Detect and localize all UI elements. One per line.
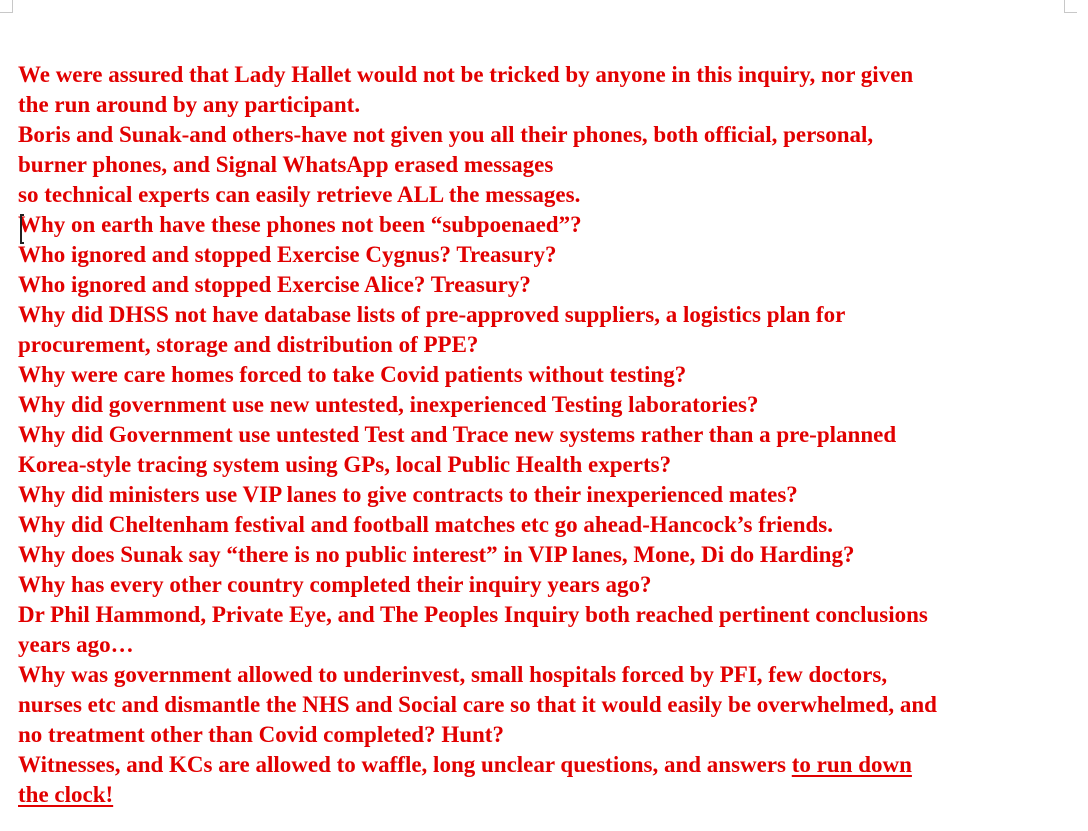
- text-line: Why were care homes forced to take Covid patients without testing?: [18, 362, 687, 387]
- text-line: Dr Phil Hammond, Private Eye, and The Peoples Inquiry both reached pertinent conclusions: [18, 602, 928, 627]
- text-line: Why did ministers use VIP lanes to give contracts to their inexperienced mates?: [18, 482, 798, 507]
- page-corner-mark-left: [0, 0, 13, 13]
- text-line-last: [18, 750, 1084, 780]
- text-line: procurement, storage and distribution of PPE?: [18, 332, 479, 357]
- underlined-text: to run down: [791, 752, 912, 777]
- text-line: Who ignored and stopped Exercise Alice? Treasury?: [18, 272, 531, 297]
- text-line: Korea-style tracing system using GPs, local Public Health experts?: [18, 452, 672, 477]
- text-line: We were assured that Lady Hallet would not be tricked by anyone in this inquiry, nor given: [18, 62, 914, 87]
- text-line: Why did DHSS not have database lists of pre-approved suppliers, a logistics plan for: [18, 302, 846, 327]
- text-line: no treatment other than Covid completed? Hunt?: [18, 722, 504, 747]
- text-line-final: [18, 780, 1084, 810]
- text-line: Why has every other country completed their inquiry years ago?: [18, 572, 652, 597]
- text-line: nurses etc and dismantle the NHS and Social care so that it would easily be overwhelmed, and: [18, 692, 937, 717]
- text-line: the run around by any participant.: [18, 92, 361, 117]
- underlined-text-final: the clock!: [18, 782, 114, 807]
- text-line: Why does Sunak say “there is no public interest” in VIP lanes, Mone, Di do Harding?: [18, 542, 855, 567]
- text-line: Why was government allowed to underinvest, small hospitals forced by PFI, few doctors,: [18, 662, 888, 687]
- text-line: Why on earth have these phones not been “subpoenaed”?: [18, 212, 582, 237]
- text-line: Why did Cheltenham festival and football matches etc go ahead-Hancock’s friends.: [18, 512, 834, 537]
- text-line: Why did government use new untested, inexperienced Testing laboratories?: [18, 392, 759, 417]
- page-corner-mark-right: [1064, 0, 1077, 13]
- text-line: so technical experts can easily retrieve ALL the messages.: [18, 182, 581, 207]
- text-cursor-icon: [20, 214, 24, 244]
- text-line: Why did Government use untested Test and Trace new systems rather than a pre-planned: [18, 422, 897, 447]
- text-line: Who ignored and stopped Exercise Cygnus? Treasury?: [18, 242, 557, 267]
- text-line: burner phones, and Signal WhatsApp erased messages: [18, 152, 554, 177]
- last-line-plain-text: Witnesses, and KCs are allowed to waffle, long unclear questions, and answers: [18, 752, 792, 777]
- text-line: Boris and Sunak-and others-have not given you all their phones, both official, personal,: [18, 122, 874, 147]
- text-line: years ago…: [18, 632, 134, 657]
- document-body[interactable]: [18, 60, 1084, 810]
